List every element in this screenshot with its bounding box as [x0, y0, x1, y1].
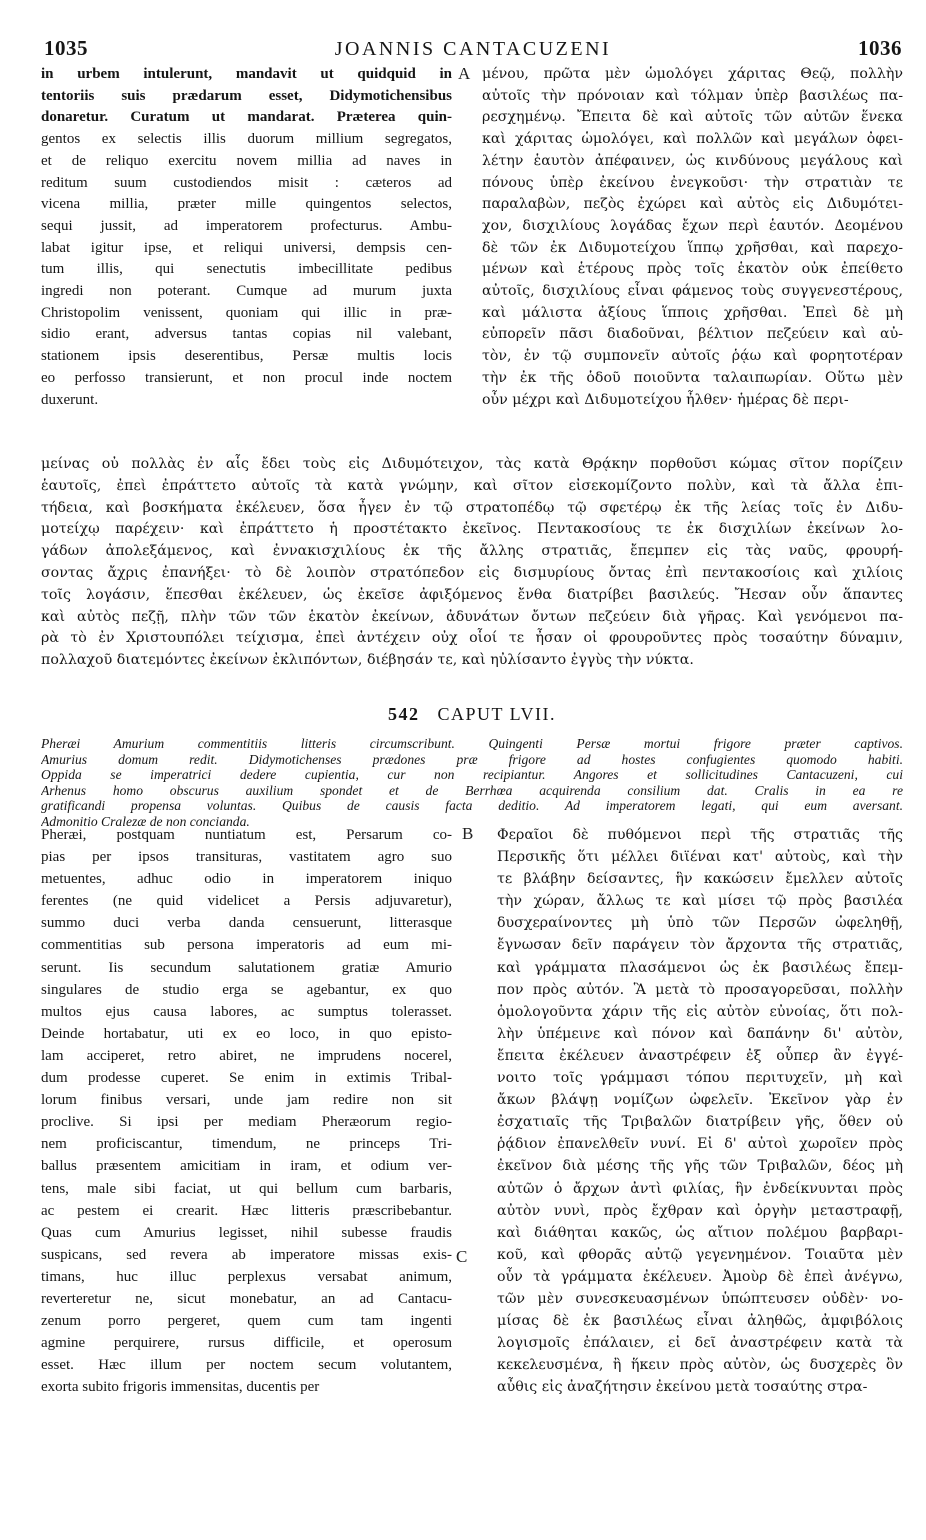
- text-line: stationem ipsis deserentibus, Persæ multis locis: [41, 348, 452, 365]
- text-line: τε βλάβην δείσαντες, ἣν κακώσειν ἔμελλεν αὐτοῖς: [497, 871, 903, 888]
- text-line: nem proficiscantur, timendum, ne princeps Tri-: [41, 1136, 452, 1153]
- page-number-right: 1036: [857, 36, 902, 60]
- text-line: Pheræi, postquam nuntiatum est, Persarum co-: [41, 827, 452, 843]
- greek-full-width-text: [41, 454, 903, 672]
- text-line: Arhenus homo obscurus auxilium spondet et de Berrhœa acquirenda consilium dat. Cralis in ea re: [41, 782, 903, 798]
- text-line: κεκελευσμένα, ἢ ἥκειν πρὸς αὐτὸν, ὡς δυσχερὲς ὂν: [497, 1357, 903, 1374]
- text-line: et de reliquo exercitu novem millia ad naves in: [41, 152, 452, 169]
- text-line: ferentes (ne quid videlicet a Persis adjuvaretur),: [41, 893, 452, 910]
- text-line: Pheræi Amurium commentitiis litteris circumscribunt. Quingenti Persæ mortui frigore præter captivos.: [41, 736, 903, 751]
- text-line: καὶ χάριτας ὡμολόγει, καὶ πολλῶν καὶ μεγάλων ὀφει-: [482, 131, 903, 148]
- text-line: παραλαβὼν, πεζὸς ἐχώρει καὶ αὐτὸς εἰς Διδυμότει-: [482, 196, 903, 213]
- text-line: πον πρὸς αὐτόν. Ἃ μετὰ τὸ προσαγορεῦσαι, πολλὴν: [497, 981, 903, 998]
- text-line: γάδων ἀπολεξάμενος, καὶ ἐννακισχιλίους ἐκ τῆς ἄλλης στρατιᾶς, ἔπεμπεν εἰς τὰς ναῦς, φρουρή-: [41, 543, 903, 560]
- text-line: τὴν χώραν, ἄλλως τε καὶ μίσει τῷ πρὸς βασιλέα: [497, 893, 903, 910]
- text-line: ὁμολογοῦντα χάριν τῆς εἰς αὐτὸν εὐνοίας, ὅτι πολ-: [497, 1003, 903, 1020]
- text-line: agmine perquirere, rursus difficile, et operosum: [41, 1335, 452, 1352]
- text-line: μένων καὶ ἑτέρους πρὸς τοῖς ἑκατὸν οὐκ ἐπείθετο: [482, 261, 903, 278]
- text-line: pias per ipsos transituras, vastitatem agro suo: [41, 849, 452, 866]
- latin-column-top: [41, 64, 452, 411]
- text-line: οὖν τὰ γράμματα ἐκέλευεν. Ἀμοὺρ δὲ ἐπεὶ ἀνέγνω,: [497, 1268, 903, 1285]
- section-marker-c: C: [456, 1247, 468, 1266]
- text-line: αὐτὸν νυνὶ, πρὸς ἔχθραν καὶ ὀργὴν μεταστραφῇ,: [497, 1202, 903, 1219]
- text-line: eo perfosso transierunt, et non procul inde noctem: [41, 369, 452, 386]
- text-line: timans, huc illuc perplexus versabat animum,: [41, 1268, 452, 1285]
- text-line: tens, male sibi faciat, ut qui bellum cum barbaris,: [41, 1180, 452, 1197]
- text-line: καὶ μάλιστα ἀξίους ἵπποις χρῆσθαι. Ἐπεὶ δὲ μὴ: [482, 304, 903, 321]
- running-title: JOANNIS CANTACUZENI: [334, 38, 612, 60]
- text-line: Deinde hortabatur, uti ex eo loco, in quo episto-: [41, 1025, 452, 1042]
- text-line: sidio erant, adversus tantas copias nil valebant,: [41, 326, 452, 343]
- text-line: sequi jussit, ad imperatorem profecturus. Ambu-: [41, 217, 452, 234]
- text-line: καὶ αὐτὸς πεζῇ, πλὴν τῶν τῶν ἑκατὸν ἐκείνων, ἀδυνάτων ὄντων πεζεύειν διὰ γῆρας. Καὶ γενόμενοι πα-: [41, 608, 903, 625]
- text-line: Admonitio Cralezæ de non concianda.: [41, 813, 250, 829]
- text-line: λέτην ἑαυτὸν ἀπέφαινεν, ὡς κινδύνους μεγάλους καὶ: [482, 152, 903, 169]
- text-line: serunt. Iis secundum salutationem gratiæ Amurio: [41, 959, 452, 976]
- text-line: τήδεια, καὶ βοσκήματα ἐκέλευεν, ὅσα ἦγεν ἐν τῷ στρατοπέδῳ τῷ σφετέρῳ ἐκ τῆς λείας τοῖς ἐν Διδυ-: [41, 499, 903, 516]
- text-line: singulares de studio erga se agebantur, ex quo: [41, 981, 452, 998]
- text-line: νοιτο τοῖς γράμμασι τόπου περιτυχεῖν, μὴ καὶ: [497, 1070, 903, 1087]
- text-line: αὐτοῖς τὴν πρόνοιαν καὶ τόλμαν ὑπὲρ βασιλέως πα-: [482, 87, 903, 104]
- text-line: lorum finibus versari, unde jam redire non sit: [41, 1092, 452, 1109]
- text-line: τὸν, ἐν τῷ συμπονεῖν αὐτοῖς ῥᾴω καὶ φορητοτέραν: [482, 348, 903, 365]
- text-line: ingredi non poterant. Cumque ad murum juxta: [41, 283, 452, 300]
- text-line: πολλαχοῦ διατεμόντες ἐκείνων ἐκλιπόντων, διέβησάν τε, καὶ ηὐλίσαντο ἐγγὺς τὴν νύκτα.: [41, 652, 694, 669]
- text-line: ρὰ τὸ ἐν Χριστουπόλει τείχισμα, ἐπεὶ ἀντέχειν οὐχ οἷοί τε ἦσαν οἱ φρουροῦντες πρὸς τοσαύτην δύναμιν,: [41, 630, 903, 647]
- text-line: λογισμοῖς ἐπάλαιεν, εἰ δεῖ ἀναστρέφειν κατὰ τὰ: [497, 1335, 903, 1352]
- text-line: duxerunt.: [41, 391, 99, 408]
- text-line: κοῦ, καὶ φθορᾶς αὐτῷ γεγενημένον. Τοιαῦτα μὲν: [497, 1246, 903, 1263]
- text-line: reverteretur ne, sicut monebatur, an ad Cantacu-: [41, 1290, 452, 1307]
- text-line: ῥᾴδιον ἐπανελθεῖν νυνί. Εἰ δ' αὐτοὶ χωροῖεν πρὸς: [497, 1136, 903, 1153]
- text-line: proclive. Si ipsi per mediam Pheræorum regio-: [41, 1114, 452, 1131]
- text-line: exorta subito frigoris immensitas, ducentis per: [41, 1379, 320, 1396]
- text-line: ἔγνωσαν δεῖν παράγειν τὸν ἄρχοντα τῆς στρατιᾶς,: [497, 937, 903, 954]
- page-header: [44, 36, 902, 64]
- text-line: ἐσχατιαῖς τῆς Τριβαλῶν διατρίβειν γῆς, ὅθεν οὐ: [497, 1114, 903, 1131]
- text-line: lam acciperet, retro abiret, ne imprudens nocerel,: [41, 1047, 452, 1064]
- text-line: δὲ τῶν ἐκ Διδυμοτείχου ἵππῳ χρῆσθαι, καὶ παρεχο-: [482, 239, 903, 256]
- text-line: ballus præsentem amicitiam in iram, et odium ver-: [41, 1158, 452, 1175]
- text-line: tum illis, qui senectutis imbecillitate pedibus: [41, 261, 452, 278]
- text-line: μοτείχῳ παρέχειν· καὶ ἐπράττετο ἡ προστέτακτο ἐκεῖνος. Πεντακοσίους τε ἐκ δισχιλίων ἐκείνων λο-: [41, 521, 903, 538]
- text-line: τῶν μὲν συνεσκευασμένων ὑπώπτευσεν οὐδὲν· νο-: [497, 1290, 903, 1307]
- text-line: suspicans, sed reverа ab imperatore missas exis-: [41, 1246, 452, 1263]
- text-line: καὶ γράμματα πλασάμενοι ὡς ἐκ βασιλέως ἔπεμ-: [497, 959, 903, 976]
- text-line: ἔπειτα ἐκέλευεν ἀναστρέφειν ἐξ οὗπερ ἂν ἐγγέ-: [497, 1047, 903, 1064]
- section-marker-a: A: [458, 64, 471, 83]
- chapter-number: 542: [387, 704, 420, 724]
- text-line: ac pestem ei crearit. Hæc litteris præscribebantur.: [41, 1202, 452, 1219]
- chapter-title: CAPUT LVII.: [437, 704, 556, 724]
- text-line: zenum porro pergeret, quem cum tam ingenti: [41, 1313, 452, 1330]
- text-line: μίσας δὲ ἐκ βασιλέως εἶναι ἀληθῶς, ἀμφιβόλοις: [497, 1313, 903, 1330]
- text-line: gentos ex selectis illis duorum millium segregatos,: [41, 131, 452, 148]
- text-line: σοντας ἄχρις ἐπανήξει· τὸ δὲ λοιπὸν στρατόπεδον εἰς δισμυρίους ὄντας ἐπὶ πεντακοσίοις καὶ χιλίοις: [41, 564, 903, 581]
- text-line: ἐκεῖνον διὰ μέσης τῆς γῆς τῶν Τριβαλῶν, δέος μὴ: [497, 1158, 903, 1175]
- text-line: μείνας οὐ πολλὰς ἐν αἷς ἔδει τοὺς εἰς Διδυμότειχον, τὰς κατὰ Θρᾴκην πορθοῦσι κώμας σῖτον πορίζειν: [41, 456, 903, 472]
- greek-column-top: [482, 64, 903, 411]
- chapter-heading: [41, 704, 903, 725]
- text-line: πόνους ὑπὲρ ἐκείνου ἐνεγκοῦσι· τὴν στρατιὰν τε: [482, 174, 903, 191]
- text-line: reditum suum custodiendos misit : cæteros ad: [41, 174, 452, 191]
- text-line: εὐπορεῖν πᾶσι διαδοῦναι, βέλτιον πεζεύειν καὶ αὐ-: [482, 326, 903, 343]
- text-line: summo duci verba danda censuerunt, litterasque: [41, 915, 452, 932]
- section-marker-b: B: [462, 824, 474, 843]
- text-line: commentitias sub persona imperatoris ad eum mi-: [41, 937, 452, 954]
- text-line: gratificandi propensa voluntas. Quibus de causis facta deditio. Ad imperatorem legati, qui eum aversant.: [41, 798, 903, 814]
- text-line: tentoriis suis prædarum esset, Didymotichensibus: [41, 87, 452, 104]
- text-line: Περσικῆς ὅτι μέλλει διϊέναι κατ' αὐτοὺς, καὶ τὴν: [497, 849, 903, 866]
- text-line: οὖν μέχρι καὶ Διδυμοτείχου ἦλθεν· ἡμέρας δὲ περι-: [482, 391, 849, 408]
- text-line: τὴν ἐκ τῆς ὁδοῦ ποιοῦντα ταλαιπωρίαν. Οὕτω μὲν: [482, 369, 903, 386]
- chapter-summary: [41, 736, 903, 830]
- text-line: dum prodesse cuperet. Se enim in extimis Tribal-: [41, 1070, 452, 1087]
- text-line: ἑαυτοῖς, ἐπεὶ ἐπράττετο αὐτοῖς τὰ κατὰ γνώμην, καὶ σῖτον εἰσεκομίζοντο πολὺν, καὶ τὰ ἄλλα ἐπι-: [41, 477, 903, 494]
- text-line: metuentes, adhuc odio in imperatorem iniquo: [41, 871, 452, 888]
- greek-column-bottom: [497, 824, 903, 1398]
- text-line: in urbem intulerunt, mandavit ut quidquid in: [41, 66, 452, 82]
- text-line: Christopolim venissent, quoniam qui illic in præ-: [41, 304, 452, 321]
- text-line: δυσχεραίνοντες μὴ ὑπὸ τῶν Περσῶν ὠφεληθῇ,: [497, 915, 903, 932]
- text-line: καὶ διάθηται κακῶς, ὡς αἴτιον πολέμου βαρβαρι-: [497, 1224, 903, 1241]
- text-line: μένου, πρῶτα μὲν ὡμολόγει χάριτας Θεῷ, πολλὴν: [482, 66, 903, 82]
- text-line: ρεσχημένῳ. Ἔπειτα δὲ καὶ αὐτοῖς τῶν αὐτῶν ἕνεκα: [482, 109, 903, 126]
- text-line: multos ejus causa labores, ac sumptus tolerasset.: [41, 1003, 452, 1020]
- text-line: λὴν ὑπέμεινε καὶ πόνον καὶ δαπάνην δι' αὐτὸν,: [497, 1025, 903, 1042]
- text-line: esset. Hæc illum per noctem secum volutantem,: [41, 1357, 452, 1374]
- text-line: labat igitur ipse, et reliqui universi, dempsis cen-: [41, 239, 452, 256]
- text-line: Quas cum Amurius legisset, nihil subesse fraudis: [41, 1224, 452, 1241]
- text-line: αὐτῶν ὁ ἄρχων ἀντὶ φιλίας, ἣν ἐνδείκνυνται πρὸς: [497, 1180, 903, 1197]
- text-line: Amurius domum redit. Didymotichenses prædones præ frigore ad hostes confugientes quomodo habiti.: [41, 751, 903, 767]
- text-line: Φεραῖοι δὲ πυθόμενοι περὶ τῆς στρατιᾶς τῆς: [497, 827, 903, 843]
- text-line: αὐτοῖς, δισχιλίους εἶναι φάμενος τοὺς συγγενεστέρους,: [482, 283, 903, 300]
- text-line: χον, δισχιλίους λογάδας ἔχων περὶ ἑαυτόν. Δεομένου: [482, 217, 903, 234]
- text-line: vicena millia, præter mille quingentos selectos,: [41, 196, 452, 213]
- text-line: donaretur. Curatum ut mandarat. Præterea quin-: [41, 109, 452, 126]
- page-number-left: 1035: [44, 36, 88, 60]
- text-line: ἄκων βλάψῃ νομίζων ὠφελεῖν. Ἐκεῖνον γὰρ ἐν: [497, 1092, 903, 1109]
- latin-column-bottom: [41, 824, 452, 1398]
- text-line: αὖθις εἰς ἀναζήτησιν ἐκείνου μετὰ τοσαύτης στρα-: [497, 1379, 868, 1396]
- text-line: τοῖς λογάσιν, ἕπεσθαι ἐκέλευεν, ὡς ἐκεῖσε ἀφιξόμενος ἔνθα διατρίβει βασιλεύς. Ἤεσαν οὖν ἅπαντες: [41, 586, 903, 603]
- text-line: Oppida se imperatrici dedere cupientia, cur non recipiantur. Angores et sollicitudines Cantacuzeni, cui: [41, 767, 903, 783]
